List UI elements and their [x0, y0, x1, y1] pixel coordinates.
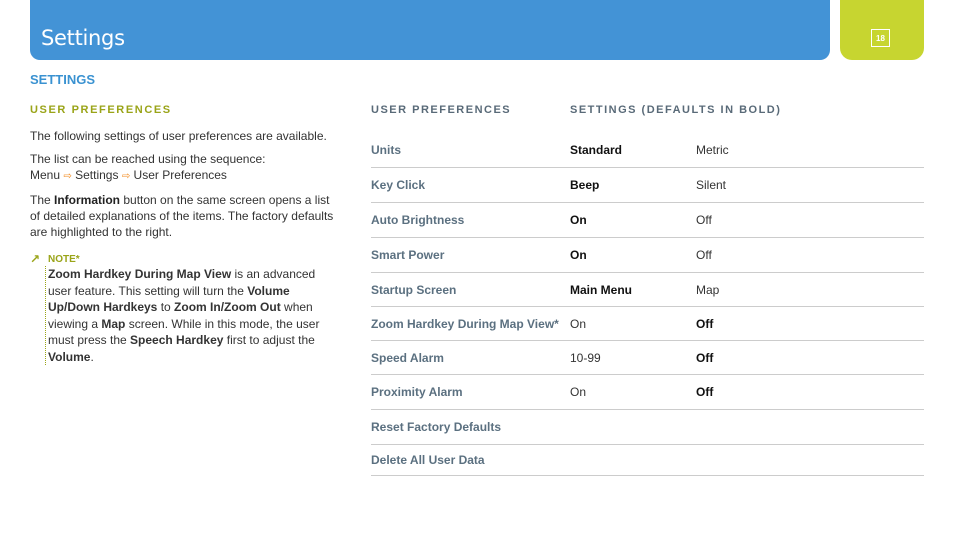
page-title: Settings	[41, 26, 125, 50]
setting-option-1: On	[570, 248, 587, 262]
note-label: NOTE*	[48, 253, 80, 265]
setting-name: Speed Alarm	[371, 350, 444, 365]
note-header	[30, 252, 335, 266]
note-text: is an advanced user feature. This setting will turn the	[48, 267, 316, 298]
table-header	[371, 104, 924, 132]
setting-name: Key Click	[371, 178, 426, 192]
information-paragraph	[30, 192, 335, 240]
table-row	[371, 132, 924, 168]
setting-option-1: Beep	[570, 178, 600, 192]
sequence-step-user-preferences: User Preferences	[133, 168, 227, 182]
setting-option-2: Metric	[696, 142, 729, 157]
note-text: to	[157, 300, 175, 314]
note-emphasis: Map	[101, 316, 126, 331]
note-emphasis: Zoom In/Zoom Out	[174, 300, 281, 314]
intro-paragraph: The following settings of user preferences are available.	[30, 129, 327, 143]
table-row	[371, 203, 924, 238]
intro-subhead: USER PREFERENCES	[30, 104, 172, 116]
intro-column	[30, 104, 335, 247]
setting-name: Units	[371, 142, 401, 157]
sequence-step-menu: Menu	[30, 168, 61, 182]
setting-name: Smart Power	[371, 248, 445, 262]
sequence-step-settings: Settings	[75, 168, 119, 182]
arrow-right-icon: ⇨	[63, 171, 72, 182]
note-text: when viewing a	[48, 300, 313, 331]
note-body	[45, 266, 335, 365]
setting-option-2: Off	[696, 350, 714, 365]
info-text-a: The	[30, 193, 55, 207]
setting-option-2: Map	[696, 282, 720, 297]
note-emphasis: Speech Hardkey	[130, 333, 224, 347]
page-number-tab	[840, 0, 924, 60]
sequence-paragraph	[30, 151, 335, 185]
header-bar	[30, 0, 830, 60]
setting-option-2: Off	[696, 248, 712, 262]
setting-option-1: Main Menu	[570, 282, 632, 297]
setting-option-1: Standard	[570, 142, 623, 157]
page-number: 18	[871, 29, 890, 47]
table-row	[371, 341, 924, 375]
header-settings: SETTINGS (DEFAULTS IN BOLD)	[570, 104, 782, 116]
table-row	[371, 168, 924, 203]
setting-option-2: Silent	[696, 178, 727, 192]
setting-option-1: 10-99	[570, 350, 601, 365]
setting-option-1: On	[570, 213, 587, 227]
note-emphasis: Volume Up/Down Hardkeys	[48, 283, 290, 314]
arrow-right-icon: ⇨	[121, 171, 131, 182]
setting-name: Startup Screen	[371, 282, 457, 297]
table-row	[371, 307, 924, 341]
setting-option-2: Off	[696, 385, 714, 399]
setting-name: Proximity Alarm	[371, 385, 463, 399]
information-button-label: Information	[54, 193, 121, 207]
table-row	[371, 375, 924, 410]
arrow-up-right-icon: ↗	[30, 252, 41, 266]
note-box	[30, 252, 335, 365]
sequence-intro: The list can be reached using the sequence:	[30, 152, 266, 166]
header-user-preferences: USER PREFERENCES	[371, 104, 512, 116]
table-row	[371, 410, 924, 445]
note-text: screen. While in this mode, the user must press the	[48, 316, 320, 347]
setting-option-1: On	[570, 385, 587, 399]
setting-name: Zoom Hardkey During Map View*	[371, 316, 559, 331]
info-text-b: button on the same screen opens a list of detailed explanations of the items. The factory defaults are highlighted to the right.	[30, 193, 334, 239]
note-emphasis: Volume	[48, 349, 91, 364]
note-emphasis: Zoom Hardkey During Map View	[48, 267, 232, 281]
setting-option-2: Off	[696, 213, 712, 227]
table-body	[371, 132, 924, 476]
note-text: first to adjust the	[223, 333, 315, 347]
settings-table	[371, 104, 924, 476]
setting-name: Auto Brightness	[371, 213, 465, 227]
setting-name: Reset Factory Defaults	[371, 420, 502, 434]
table-row	[371, 273, 924, 307]
setting-option-2: Off	[696, 316, 714, 331]
table-row	[371, 238, 924, 273]
table-row	[371, 445, 924, 476]
note-text: .	[90, 349, 94, 364]
section-title: SETTINGS	[30, 72, 96, 87]
setting-name: Delete All User Data	[371, 453, 485, 467]
setting-option-1: On	[570, 316, 587, 331]
